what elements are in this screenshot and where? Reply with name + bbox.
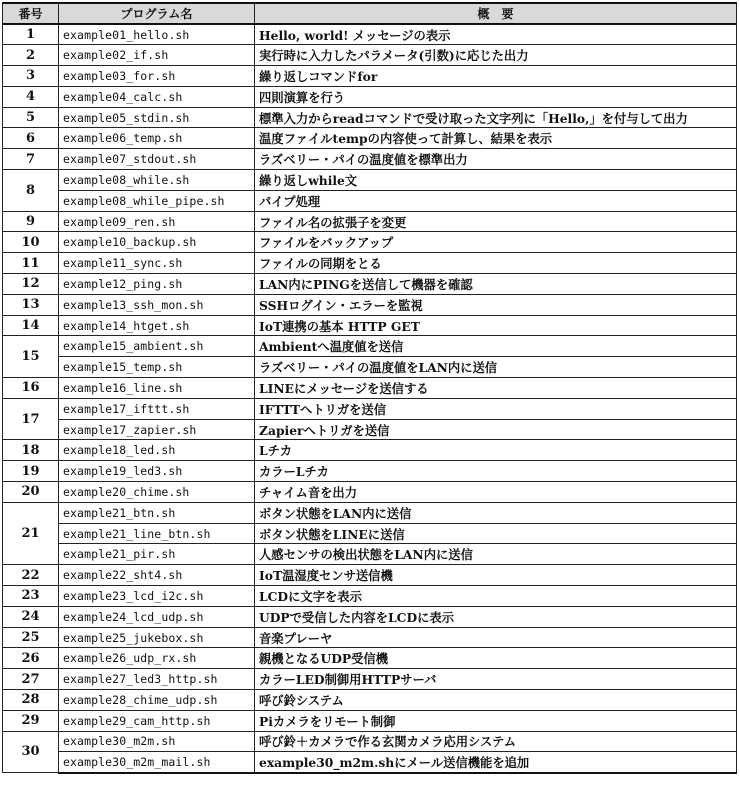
program-name: example08_while_pipe.sh: [59, 190, 255, 211]
row-number: 5: [3, 107, 59, 128]
program-summary: 四則演算を行う: [255, 86, 737, 107]
row-number: 4: [3, 86, 59, 107]
table-row: [3, 398, 737, 419]
program-summary: ボタン状態をLINEに送信: [255, 523, 737, 544]
program-name: example30_m2m.sh: [59, 731, 255, 752]
program-name: example08_while.sh: [59, 170, 255, 191]
row-number: 26: [3, 648, 59, 669]
program-summary: SSHログイン・エラーを監視: [255, 294, 737, 315]
program-name: example01_hello.sh: [59, 24, 255, 45]
program-name: example21_btn.sh: [59, 502, 255, 523]
header-summary: 概 要: [255, 3, 737, 24]
table-row: [3, 710, 737, 731]
program-summary: Ambientへ温度値を送信: [255, 336, 737, 357]
program-summary: 温度ファイルtempの内容使って計算し、結果を表示: [255, 128, 737, 149]
program-name: example18_led.sh: [59, 440, 255, 461]
row-number: 23: [3, 586, 59, 607]
program-summary: 音楽プレーヤ: [255, 627, 737, 648]
program-name: example21_line_btn.sh: [59, 523, 255, 544]
row-number: 20: [3, 482, 59, 503]
table-row: [3, 107, 737, 128]
row-number: 2: [3, 45, 59, 66]
program-list: [2, 2, 737, 774]
row-number: 12: [3, 274, 59, 295]
program-summary: 標準入力からreadコマンドで受け取った文字列に「Hello,」を付与して出力: [255, 107, 737, 128]
row-number: 24: [3, 606, 59, 627]
table-row: [3, 690, 737, 711]
program-summary: Hello, world! メッセージの表示: [255, 24, 737, 45]
table-row: [3, 315, 737, 336]
program-summary: IFTTTへトリガを送信: [255, 398, 737, 419]
table-row: [3, 731, 737, 752]
row-number: 29: [3, 710, 59, 731]
table-row: [3, 86, 737, 107]
program-name: example05_stdin.sh: [59, 107, 255, 128]
program-summary: 親機となるUDP受信機: [255, 648, 737, 669]
table-row: [3, 523, 737, 544]
table-row: [3, 606, 737, 627]
row-number: 14: [3, 315, 59, 336]
table-row: [3, 128, 737, 149]
table-row: [3, 378, 737, 399]
program-name: example22_sht4.sh: [59, 565, 255, 586]
table-row: [3, 648, 737, 669]
table-row: [3, 357, 737, 378]
program-name: example29_cam_http.sh: [59, 710, 255, 731]
table-row: [3, 66, 737, 87]
program-summary: UDPで受信した内容をLCDに表示: [255, 606, 737, 627]
program-name: example24_lcd_udp.sh: [59, 606, 255, 627]
program-name: example12_ping.sh: [59, 274, 255, 295]
row-number: 11: [3, 253, 59, 274]
program-summary: Zapierへトリガを送信: [255, 419, 737, 440]
row-number: 6: [3, 128, 59, 149]
row-number: 21: [3, 502, 59, 564]
program-name: example09_ren.sh: [59, 211, 255, 232]
row-number: 30: [3, 731, 59, 773]
program-summary: ファイルの同期をとる: [255, 253, 737, 274]
row-number: 17: [3, 398, 59, 440]
program-name: example03_for.sh: [59, 66, 255, 87]
program-summary: 呼び鈴システム: [255, 690, 737, 711]
table-row: [3, 149, 737, 170]
program-summary: ボタン状態をLAN内に送信: [255, 502, 737, 523]
program-summary: ファイルをバックアップ: [255, 232, 737, 253]
program-name: example02_if.sh: [59, 45, 255, 66]
table-body: [3, 24, 737, 773]
row-number: 18: [3, 440, 59, 461]
program-name: example25_jukebox.sh: [59, 627, 255, 648]
table-row: [3, 211, 737, 232]
program-name: example26_udp_rx.sh: [59, 648, 255, 669]
program-name: example28_chime_udp.sh: [59, 690, 255, 711]
program-name: example21_pir.sh: [59, 544, 255, 565]
program-summary: 実行時に入力したパラメータ(引数)に応じた出力: [255, 45, 737, 66]
program-name: example04_calc.sh: [59, 86, 255, 107]
program-summary: 呼び鈴＋カメラで作る玄関カメラ応用システム: [255, 731, 737, 752]
program-table: [2, 2, 737, 774]
program-name: example16_line.sh: [59, 378, 255, 399]
row-number: 28: [3, 690, 59, 711]
program-summary: パイプ処理: [255, 190, 737, 211]
row-number: 19: [3, 461, 59, 482]
program-summary: LAN内にPINGを送信して機器を確認: [255, 274, 737, 295]
table-row: [3, 482, 737, 503]
program-name: example19_led3.sh: [59, 461, 255, 482]
row-number: 10: [3, 232, 59, 253]
row-number: 9: [3, 211, 59, 232]
program-summary: IoT連携の基本 HTTP GET: [255, 315, 737, 336]
table-row: [3, 274, 737, 295]
table-row: [3, 45, 737, 66]
row-number: 22: [3, 565, 59, 586]
program-summary: ラズベリー・パイの温度値をLAN内に送信: [255, 357, 737, 378]
row-number: 7: [3, 149, 59, 170]
row-number: 25: [3, 627, 59, 648]
program-name: example14_htget.sh: [59, 315, 255, 336]
program-summary: カラーLチカ: [255, 461, 737, 482]
table-row: [3, 232, 737, 253]
table-row: [3, 190, 737, 211]
program-name: example13_ssh_mon.sh: [59, 294, 255, 315]
table-row: [3, 440, 737, 461]
program-name: example10_backup.sh: [59, 232, 255, 253]
program-summary: Lチカ: [255, 440, 737, 461]
program-summary: 繰り返しコマンドfor: [255, 66, 737, 87]
program-summary: ラズベリー・パイの温度値を標準出力: [255, 149, 737, 170]
program-name: example15_ambient.sh: [59, 336, 255, 357]
table-row: [3, 294, 737, 315]
program-name: example15_temp.sh: [59, 357, 255, 378]
table-row: [3, 24, 737, 45]
table-row: [3, 461, 737, 482]
program-name: example17_ifttt.sh: [59, 398, 255, 419]
row-number: 27: [3, 669, 59, 690]
table-row: [3, 336, 737, 357]
program-name: example20_chime.sh: [59, 482, 255, 503]
row-number: 3: [3, 66, 59, 87]
table-header-row: [3, 3, 737, 24]
table-row: [3, 586, 737, 607]
program-summary: カラーLED制御用HTTPサーバ: [255, 669, 737, 690]
table-row: [3, 627, 737, 648]
program-summary: ファイル名の拡張子を変更: [255, 211, 737, 232]
program-summary: Piカメラをリモート制御: [255, 710, 737, 731]
program-summary: LCDに文字を表示: [255, 586, 737, 607]
table-row: [3, 419, 737, 440]
program-summary: 繰り返しwhile文: [255, 170, 737, 191]
program-name: example23_lcd_i2c.sh: [59, 586, 255, 607]
program-name: example17_zapier.sh: [59, 419, 255, 440]
program-name: example07_stdout.sh: [59, 149, 255, 170]
table-row: [3, 502, 737, 523]
program-summary: 人感センサの検出状態をLAN内に送信: [255, 544, 737, 565]
program-summary: example30_m2m.shにメール送信機能を追加: [255, 752, 737, 773]
program-summary: LINEにメッセージを送信する: [255, 378, 737, 399]
program-name: example11_sync.sh: [59, 253, 255, 274]
program-summary: チャイム音を出力: [255, 482, 737, 503]
table-row: [3, 565, 737, 586]
program-name: example30_m2m_mail.sh: [59, 752, 255, 773]
row-number: 8: [3, 170, 59, 212]
table-row: [3, 544, 737, 565]
row-number: 16: [3, 378, 59, 399]
header-program-name: プログラム名: [59, 3, 255, 24]
row-number: 1: [3, 24, 59, 45]
table-row: [3, 669, 737, 690]
row-number: 13: [3, 294, 59, 315]
table-row: [3, 253, 737, 274]
row-number: 15: [3, 336, 59, 378]
program-name: example06_temp.sh: [59, 128, 255, 149]
program-summary: IoT温湿度センサ送信機: [255, 565, 737, 586]
program-name: example27_led3_http.sh: [59, 669, 255, 690]
table-row: [3, 752, 737, 773]
header-number: 番号: [3, 3, 59, 24]
table-row: [3, 170, 737, 191]
